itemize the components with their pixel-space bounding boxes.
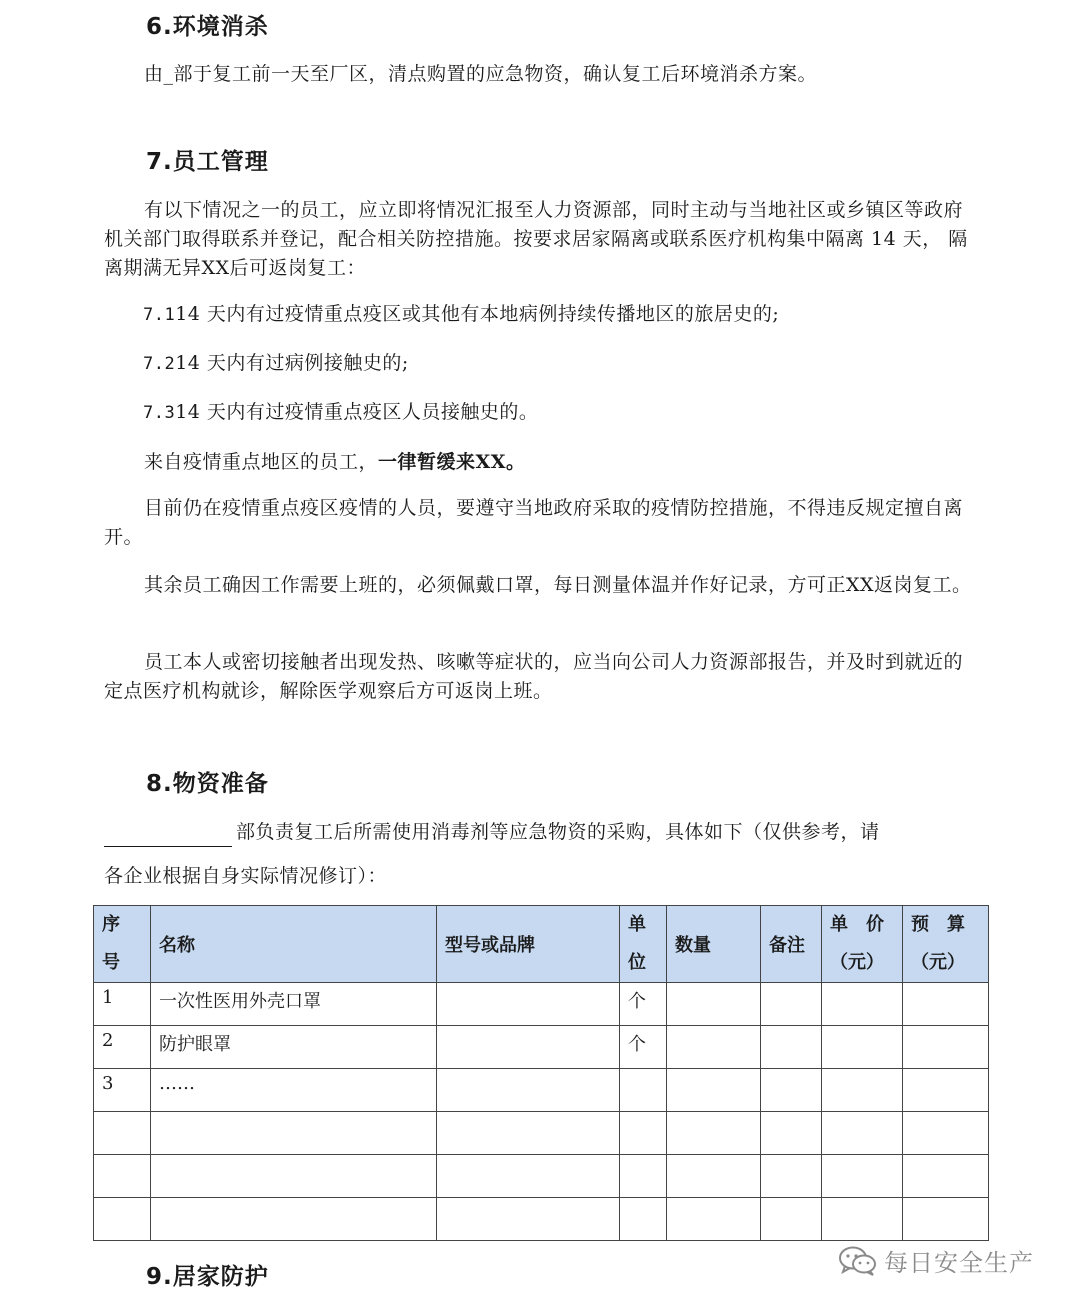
cell-unit-price [822,983,903,1026]
cell-budget [903,1112,989,1155]
section-8-line-1 [104,818,974,847]
cell-model [437,1069,620,1112]
cell-serial: 3 [94,1069,151,1112]
section-7-intro: 有以下情况之一的员工，应立即将情况汇报至人力资源部，同时主动与当地社区或乡镇区等政府机关部门取得联系并登记，配合相关防控措施。按要求居家隔离或联系医疗机构集中隔离 14 天， 隔离期满无异XX后可返岗复工： [104,199,968,279]
header-serial: 序 号 [94,906,151,983]
cell-budget [903,1069,989,1112]
cell-model [437,1198,620,1241]
cell-quantity [667,983,761,1026]
list-item [143,398,538,428]
list-item [143,349,409,379]
cell-unit: 个 [620,983,667,1026]
header-budget: 预 算 （元） [903,906,989,983]
header-quantity: 数量 [667,906,761,983]
header-unit: 单 位 [620,906,667,983]
cell-quantity [667,1026,761,1069]
list-item-number: 7.2 [143,354,176,374]
cell-serial [94,1198,151,1241]
list-item-number: 7.3 [143,403,176,423]
cell-unit [620,1069,667,1112]
table-row [94,983,989,1026]
cell-name [151,1198,437,1241]
cell-name: 防护眼罩 [151,1026,437,1069]
cell-model [437,983,620,1026]
cell-budget [903,1198,989,1241]
symptom-report-paragraph: 员工本人或密切接触者出现发热、咳嗽等症状的，应当向公司人力资源部报告，并及时到就近的定点医疗机构就诊，解除医学观察后方可返岗上班。 [104,651,964,702]
affected-region-text: 来自疫情重点地区的员工， [144,451,379,473]
materials-table [93,905,989,1241]
cell-quantity [667,1069,761,1112]
list-item-text: 14 天内有过疫情重点疫区或其他有本地病例持续传播地区的旅居史的; [175,303,780,325]
affected-region-paragraph [104,448,974,477]
list-item-text: 14 天内有过病例接触史的; [175,352,409,374]
cell-note [761,1026,822,1069]
fill-in-blank[interactable] [104,824,232,847]
section-8-line-1-text: 部负责复工后所需使用消毒剂等应急物资的采购，具体如下（仅供参考，请 [236,821,880,843]
cell-quantity [667,1112,761,1155]
table-row [94,1112,989,1155]
header-unit-price: 单 价 （元） [822,906,903,983]
watermark [838,1243,1034,1278]
cell-serial: 1 [94,983,151,1026]
cell-name [151,1155,437,1198]
list-item-number: 7.1 [143,305,176,325]
header-note: 备注 [761,906,822,983]
cell-budget [903,1026,989,1069]
cell-unit-price [822,1155,903,1198]
cell-unit [620,1198,667,1241]
cell-model [437,1112,620,1155]
cell-name: 一次性医用外壳口罩 [151,983,437,1026]
cell-note [761,1198,822,1241]
section-9-title: 9.居家防护 [146,1264,269,1290]
section-8-line-2: 各企业根据自身实际情况修订）： [104,865,388,887]
table-row [94,1155,989,1198]
cell-quantity [667,1198,761,1241]
table-row [94,1069,989,1112]
stay-in-region-paragraph: 目前仍在疫情重点疫区疫情的人员，要遵守当地政府采取的疫情防控措施，不得违反规定擅自离开。 [104,497,964,548]
wechat-icon [838,1245,878,1277]
cell-serial: 2 [94,1026,151,1069]
cell-unit [620,1112,667,1155]
cell-unit-price [822,1198,903,1241]
table-header-row [94,906,989,983]
list-item [143,300,779,330]
cell-note [761,1112,822,1155]
cell-unit-price [822,1069,903,1112]
header-model: 型号或品牌 [437,906,620,983]
cell-note [761,1155,822,1198]
cell-note [761,1069,822,1112]
table-row [94,1198,989,1241]
cell-unit-price [822,1026,903,1069]
cell-model [437,1155,620,1198]
section-6-body: 由_部于复工前一天至厂区，清点购置的应急物资，确认复工后环境消杀方案。 [144,63,818,85]
cell-budget [903,983,989,1026]
cell-model [437,1026,620,1069]
cell-serial [94,1112,151,1155]
section-8-title: 8.物资准备 [146,771,269,797]
cell-unit [620,1155,667,1198]
affected-region-emphasis: 一律暂缓来XX。 [378,451,526,473]
cell-serial [94,1155,151,1198]
section-6-title: 6.环境消杀 [146,14,269,40]
cell-unit-price [822,1112,903,1155]
cell-budget [903,1155,989,1198]
cell-quantity [667,1155,761,1198]
cell-unit: 个 [620,1026,667,1069]
other-staff-paragraph: 其余员工确因工作需要上班的，必须佩戴口罩，每日测量体温并作好记录，方可正XX返岗复工。 [144,574,972,596]
header-name: 名称 [151,906,437,983]
section-7-title: 7.员工管理 [146,149,269,175]
cell-name [151,1112,437,1155]
cell-name: …… [151,1069,437,1112]
watermark-text: 每日安全生产 [884,1249,1034,1277]
list-item-text: 14 天内有过疫情重点疫区人员接触史的。 [175,401,539,423]
cell-note [761,983,822,1026]
table-row [94,1026,989,1069]
